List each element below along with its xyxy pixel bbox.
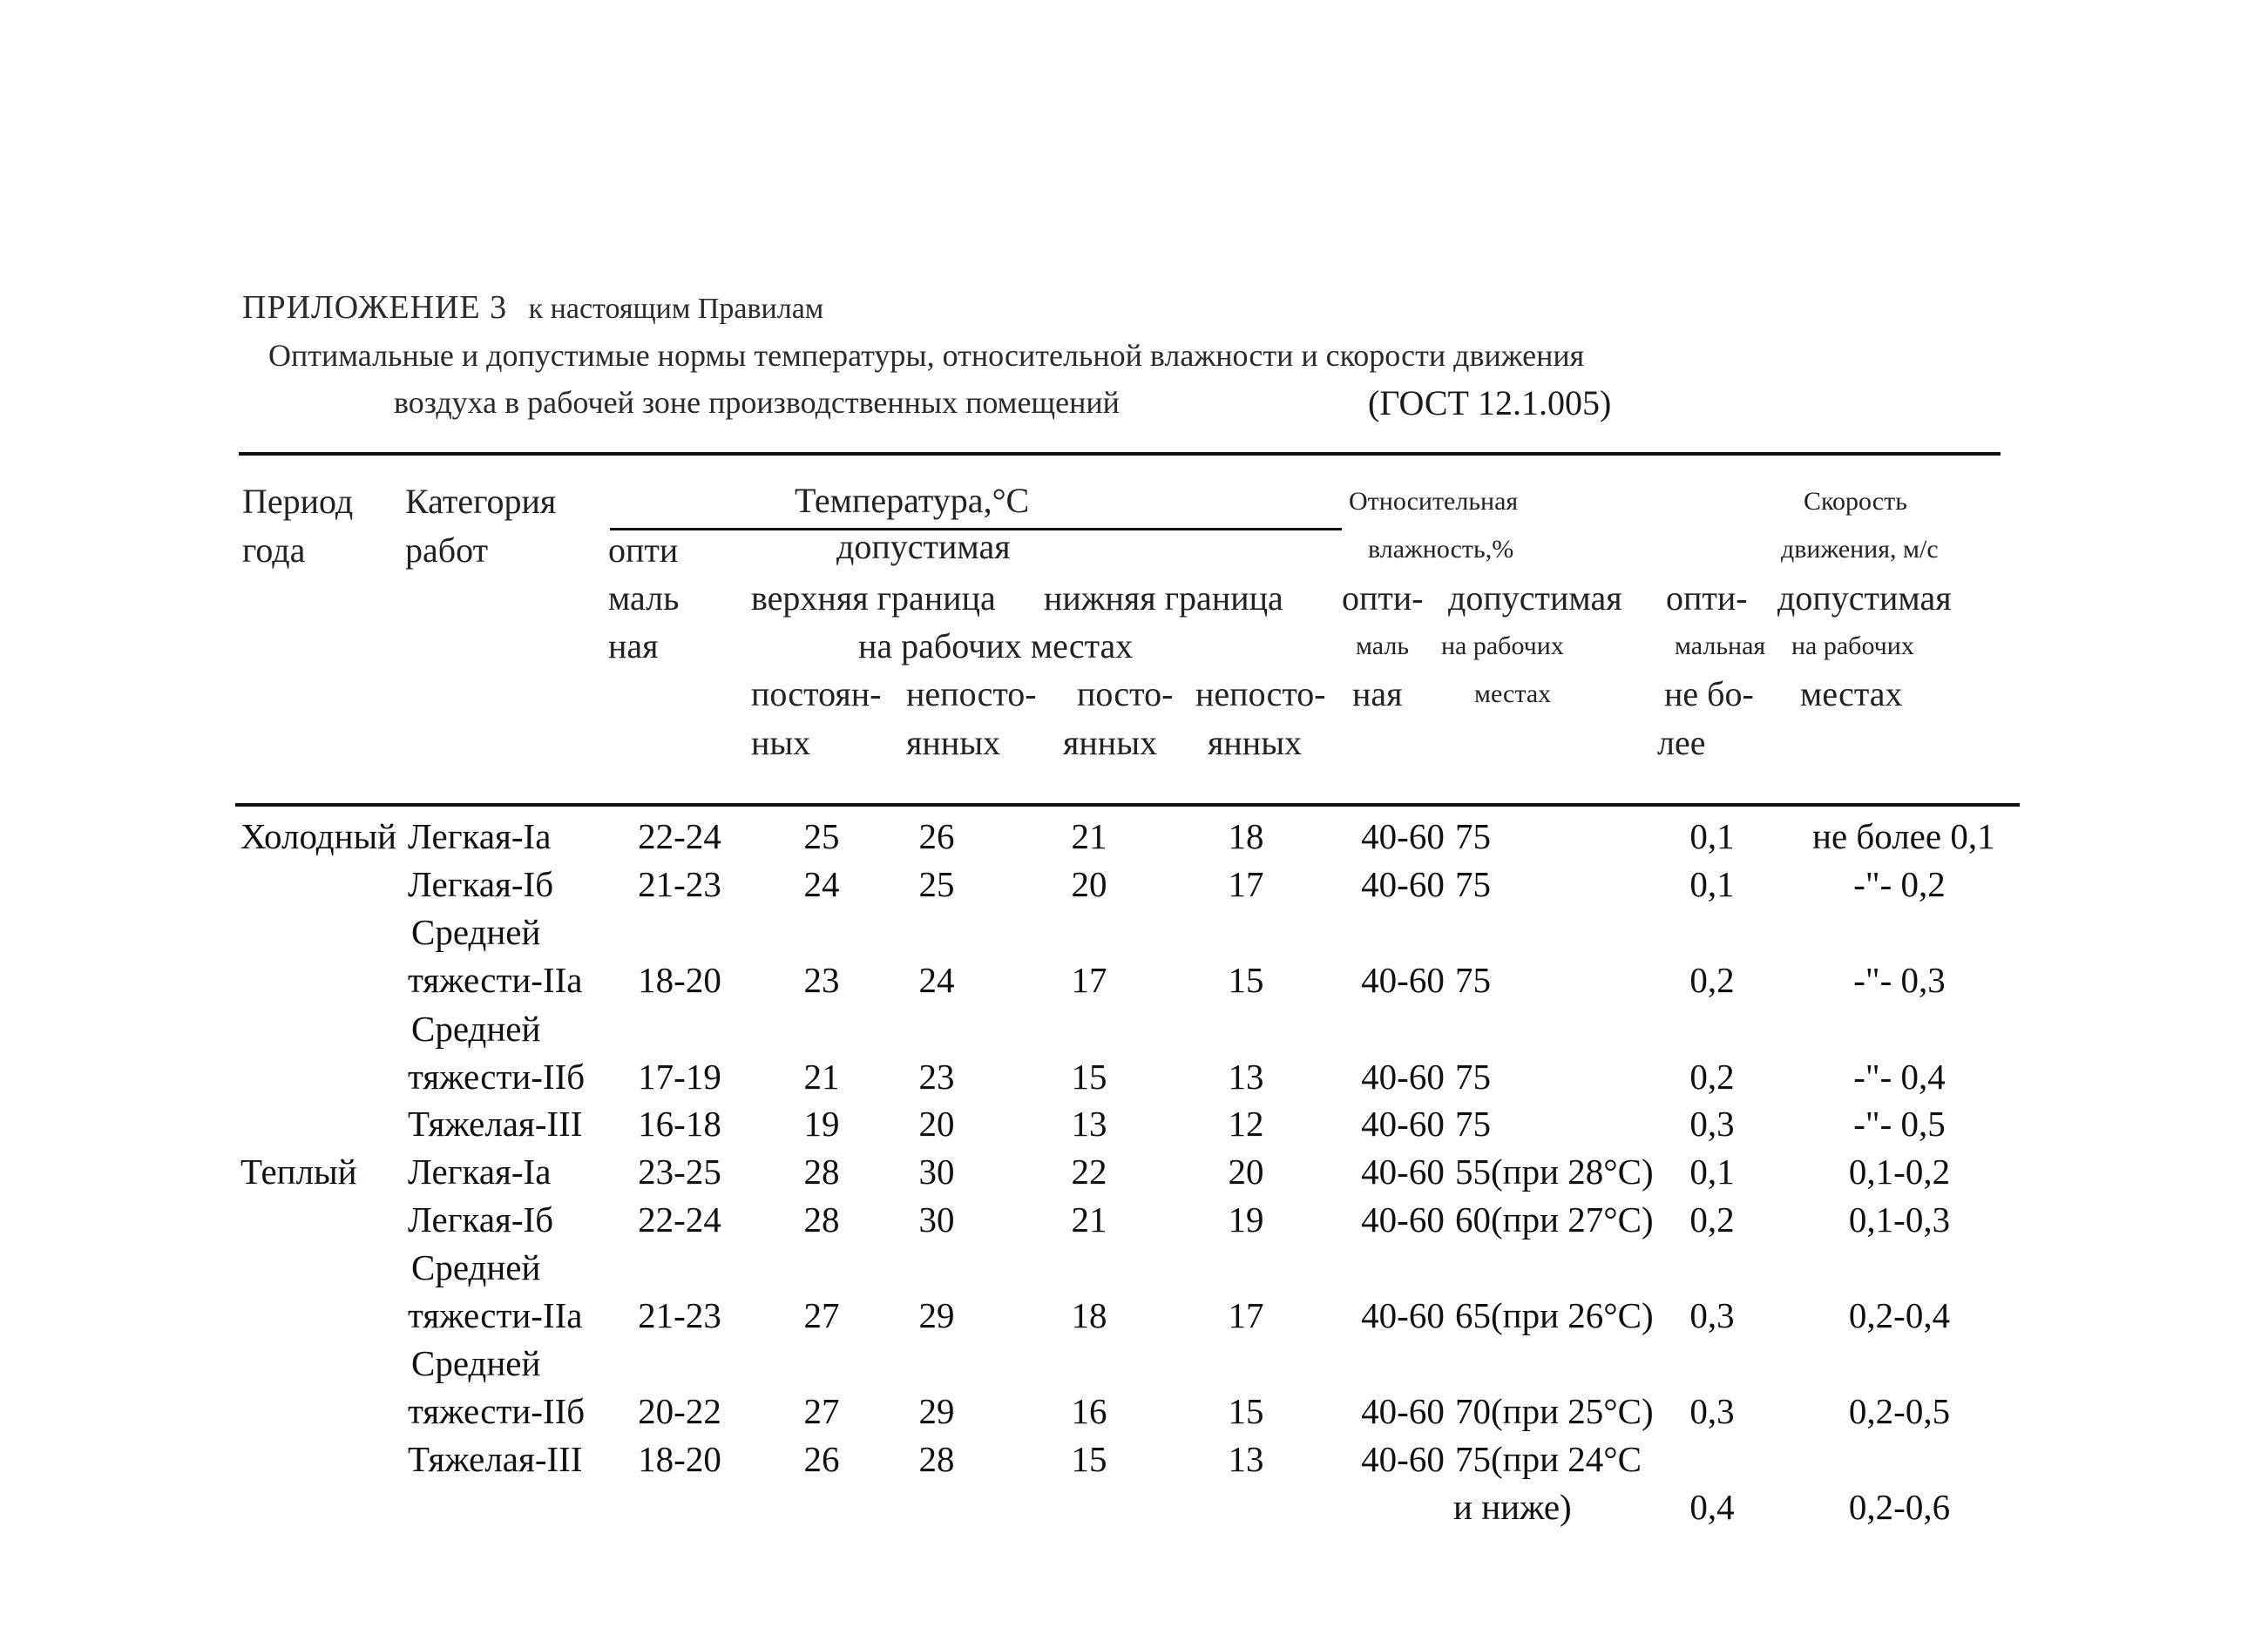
cell-cat2: тяжести-IIб [408,1057,586,1097]
cell-lo-p: 20 [1071,864,1107,904]
cell-cat2: Легкая-Iб [408,864,554,904]
cell-h-opt: 40-60 [1361,1295,1445,1335]
cell-s-allow: 0,2-0,4 [1848,1295,1951,1335]
cell-s-opt: 0,3 [1689,1295,1735,1335]
col-hum-optimal-l2: маль [1356,632,1410,660]
col-permanent-1-l2: ных [751,723,811,762]
cell-lo-np: 17 [1228,864,1264,904]
cell-lo-p: 17 [1071,960,1107,1000]
cell-up-np: 20 [918,1104,955,1144]
cell-h-allow: 75(при 24°С [1455,1439,1642,1479]
cell-h-opt: 40-60 [1361,1199,1445,1240]
cell-h-allow: 70(при 25°С) [1455,1391,1654,1431]
appendix-title [242,291,823,324]
cell-h-allow: 65(при 26°С) [1455,1295,1654,1335]
col-hum-allowed-l3: местах [1474,679,1552,708]
col-permanent-1-l1: постоян- [751,674,882,713]
cell-cat2: тяжести-IIб [408,1391,586,1431]
cell-up-np: 29 [918,1295,955,1335]
col-lower-bound: нижняя граница [1044,578,1283,618]
cell-up-p: 24 [803,864,840,904]
col-at-workplaces: на рабочих местах [858,626,1134,665]
cell-s-opt: 0,1 [1689,864,1735,904]
cell-cat2: Легкая-Ia [408,1152,552,1192]
cell-s-opt: 0,3 [1689,1104,1735,1144]
cell-lo-np: 13 [1228,1057,1264,1097]
cell-h-opt: 40-60 [1361,1057,1445,1097]
cell-h-allow: 75 [1455,864,1491,904]
col-temp-optimal-l3: ная [608,626,659,665]
cell-t-opt: 20-22 [638,1391,721,1431]
col-temp-optimal-l2: маль [608,578,680,618]
cell-s-opt: 0,3 [1689,1391,1735,1431]
cell-cat1: Средней [411,912,541,952]
cell-up-p: 25 [803,816,840,856]
table-title-line1: Оптимальные и допустимые нормы температуры, относительной влажности и скорости движения [268,338,1585,373]
cell-t-opt: 18-20 [638,1439,721,1479]
cell-t-opt: 23-25 [638,1152,721,1192]
cell-s-opt: 0,2 [1689,960,1735,1000]
col-speed-optimal-l4: лее [1657,723,1706,762]
col-permanent-2-l2: янных [1063,723,1158,762]
cell-s-allow: -"- 0,5 [1853,1104,1946,1144]
cell-up-np: 30 [918,1152,955,1192]
cell-s-allow: 0,1-0,2 [1848,1152,1951,1192]
cell-up-np: 30 [918,1199,955,1240]
cell-lo-np: 20 [1228,1152,1264,1192]
col-nonpermanent-1-l2: янных [906,723,1001,762]
cell-up-p: 21 [803,1057,840,1097]
cell-up-p: 28 [803,1152,840,1192]
cell-h-opt: 40-60 [1361,816,1445,856]
cell-t-opt: 22-24 [638,1199,721,1240]
col-hum-allowed-l1: допустимая [1448,578,1622,618]
cell-s-allow: -"- 0,3 [1853,960,1946,1000]
cell-period: Теплый [240,1152,357,1192]
col-speed-allowed-l1: допустимая [1777,578,1952,618]
cell-h-allow: 55(при 28°С) [1455,1152,1654,1192]
cell-lo-p: 13 [1071,1104,1107,1144]
cell-cat2: тяжести-IIа [408,960,583,1000]
cell-up-p: 27 [803,1295,840,1335]
cell-s-allow: 0,1-0,3 [1848,1199,1951,1240]
cell-lo-p: 15 [1071,1439,1107,1479]
col-temp-allowed: допустимая [836,527,1011,566]
cell-h-opt: 40-60 [1361,960,1445,1000]
col-hum-allowed-l2: на рабочих [1441,632,1564,660]
cell-lo-np: 19 [1228,1199,1264,1240]
cell-up-np: 23 [918,1057,955,1097]
table-title-line2: воздуха в рабочей зоне производственных помещений [394,385,1120,420]
col-humidity-l1: Относительная [1349,487,1519,516]
cell-up-p: 23 [803,960,840,1000]
cell-up-np: 25 [918,864,955,904]
top-rule [239,452,2001,456]
cell-cat2: Легкая-Iб [408,1199,554,1240]
cell-h-opt: 40-60 [1361,1439,1445,1479]
cell-up-np: 28 [918,1439,955,1479]
header-bottom-rule [235,803,2020,807]
cell-lo-np: 12 [1228,1104,1264,1144]
cell-lo-np: 18 [1228,816,1264,856]
col-humidity-l2: влажность,% [1368,535,1514,564]
col-hum-optimal-l3: ная [1352,674,1403,713]
cell-lo-p: 18 [1071,1295,1107,1335]
cell-cat2: Тяжелая-III [408,1104,583,1144]
cell-h-opt: 40-60 [1361,1152,1445,1192]
cell-s-allow: не более 0,1 [1812,816,1995,856]
cell-up-p: 19 [803,1104,840,1144]
col-category-l1: Категория [405,482,557,521]
cell-t-opt: 16-18 [638,1104,721,1144]
col-temperature: Температура,°С [795,481,1030,520]
col-speed-optimal-l2: мальная [1675,632,1766,660]
cell-t-opt: 21-23 [638,864,721,904]
cell-s-opt: 0,2 [1689,1199,1735,1240]
col-speed-optimal-l3: не бо- [1664,674,1754,713]
cell-up-p: 28 [803,1199,840,1240]
col-nonpermanent-1-l1: непосто- [906,674,1037,713]
col-period-l1: Период [242,482,354,521]
cell-h-allow-cont: и ниже) [1453,1487,1572,1527]
col-speed-l2: движения, м/с [1781,535,1939,564]
cell-lo-p: 22 [1071,1152,1107,1192]
cell-s-allow: -"- 0,2 [1853,864,1946,904]
cell-s-opt: 0,4 [1689,1487,1735,1527]
cell-s-allow: -"- 0,4 [1853,1057,1946,1097]
cell-s-allow: 0,2-0,5 [1848,1391,1951,1431]
cell-lo-p: 15 [1071,1057,1107,1097]
cell-s-opt: 0,1 [1689,816,1735,856]
cell-t-opt: 17-19 [638,1057,721,1097]
cell-cat2: тяжести-IIа [408,1295,583,1335]
col-hum-optimal-l1: опти- [1342,578,1424,618]
cell-h-allow: 75 [1455,1057,1491,1097]
cell-s-opt: 0,2 [1689,1057,1735,1097]
cell-lo-np: 15 [1228,960,1264,1000]
col-permanent-2-l1: посто- [1077,674,1174,713]
col-upper-bound: верхняя граница [751,578,996,618]
cell-cat2: Легкая-Ia [408,816,552,856]
col-speed-allowed-l3: местах [1800,674,1903,713]
cell-lo-np: 15 [1228,1391,1264,1431]
cell-s-allow: 0,2-0,6 [1848,1487,1951,1527]
cell-lo-np: 13 [1228,1439,1264,1479]
cell-cat1: Средней [411,1247,541,1287]
col-category-l2: работ [405,530,489,570]
cell-up-np: 29 [918,1391,955,1431]
cell-cat1: Средней [411,1343,541,1383]
cell-lo-p: 21 [1071,816,1107,856]
cell-cat1: Средней [411,1009,541,1049]
cell-lo-np: 17 [1228,1295,1264,1335]
cell-h-allow: 60(при 27°С) [1455,1199,1654,1240]
cell-period: Холодный [240,816,397,856]
col-speed-optimal-l1: опти- [1666,578,1748,618]
cell-h-allow: 75 [1455,816,1491,856]
cell-up-p: 27 [803,1391,840,1431]
cell-up-p: 26 [803,1439,840,1479]
appendix-number: ПРИЛОЖЕНИЕ 3 [242,289,508,326]
cell-t-opt: 18-20 [638,960,721,1000]
cell-h-opt: 40-60 [1361,864,1445,904]
cell-s-opt: 0,1 [1689,1152,1735,1192]
cell-h-opt: 40-60 [1361,1104,1445,1144]
cell-t-opt: 21-23 [638,1295,721,1335]
col-temp-optimal-l1: опти [608,530,679,570]
col-nonpermanent-2-l2: янных [1208,723,1303,762]
col-speed-l1: Скорость [1804,487,1907,516]
col-nonpermanent-2-l1: непосто- [1195,674,1326,713]
cell-cat2: Тяжелая-III [408,1439,583,1479]
cell-up-np: 24 [918,960,955,1000]
appendix-reference: к настоящим Правилам [528,293,824,325]
standard-reference: (ГОСТ 12.1.005) [1368,383,1612,422]
col-speed-allowed-l2: на рабочих [1791,632,1914,660]
cell-t-opt: 22-24 [638,816,721,856]
cell-h-allow: 75 [1455,1104,1491,1144]
cell-up-np: 26 [918,816,955,856]
cell-lo-p: 16 [1071,1391,1107,1431]
cell-h-opt: 40-60 [1361,1391,1445,1431]
col-period-l2: года [242,530,306,570]
cell-h-allow: 75 [1455,960,1491,1000]
cell-lo-p: 21 [1071,1199,1107,1240]
